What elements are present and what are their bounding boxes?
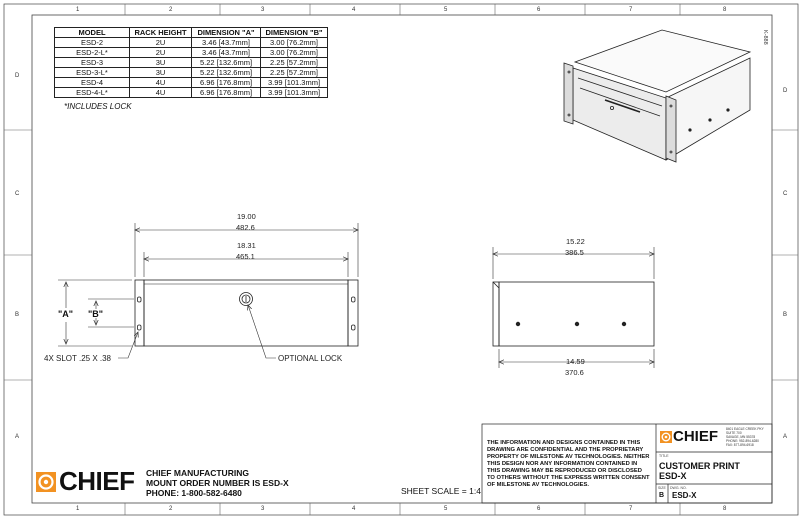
print-title: CUSTOMER PRINT [659, 461, 740, 471]
cell-model: ESD-3-L* [55, 68, 130, 78]
col-header-model: MODEL [55, 28, 130, 38]
side-dimensions [493, 247, 654, 368]
cell-dimension-a: 5.22 [132.6mm] [192, 68, 261, 78]
footer-line-2: MOUNT ORDER NUMBER IS ESD-X [146, 478, 289, 488]
table-row [55, 78, 328, 88]
cell-model: ESD-2-L* [55, 48, 130, 58]
cell-rack-height: 2U [130, 38, 192, 48]
zone-col-7-bottom: 7 [629, 506, 633, 512]
cell-dimension-b: 3.99 [101.3mm] [261, 88, 328, 98]
inner-depth-mm: 370.6 [565, 368, 584, 377]
table-row [55, 68, 328, 78]
cell-model: ESD-4-L* [55, 88, 130, 98]
confidential-notice [487, 440, 650, 489]
slot-top-left [138, 297, 142, 302]
cell-model: ESD-2 [55, 38, 130, 48]
cell-rack-height: 3U [130, 58, 192, 68]
confidential-line: DRAWING ARE CONFIDENTIAL AND THE PROPRIETARY [487, 447, 644, 453]
zone-row-b-right: B [783, 312, 788, 318]
print-subtitle: ESD-X [659, 471, 687, 481]
col-header-dimension-b: DIMENSION "B" [261, 28, 328, 38]
zone-col-8-top: 8 [723, 7, 727, 13]
cell-model: ESD-3 [55, 58, 130, 68]
cell-dimension-b: 3.00 [76.2mm] [261, 48, 328, 58]
cell-dimension-a: 3.46 [43.7mm] [192, 48, 261, 58]
side-body [499, 282, 654, 346]
table-row [55, 48, 328, 58]
size-label: SIZE [658, 486, 666, 490]
zone-col-5-bottom: 5 [444, 506, 448, 512]
slot-bottom-right [352, 325, 356, 330]
table-header-row [55, 28, 328, 38]
depth-mm: 386.5 [565, 248, 584, 257]
body-width-in: 18.31 [237, 241, 256, 250]
dwg-no-value: ESD-X [672, 491, 697, 500]
front-view [135, 280, 358, 346]
confidential-line: OF MILESTONE AV TECHNOLOGIES. [487, 482, 589, 488]
confidential-line: THIS DRAWING MAY BE REPRODUCED OR DISCLOSED [487, 468, 642, 474]
confidential-line: THE INFORMATION AND DESIGNS CONTAINED IN THIS [487, 440, 641, 446]
cell-dimension-b: 3.00 [76.2mm] [261, 38, 328, 48]
zone-row-c-right: C [783, 191, 788, 197]
iso-right-ear [666, 96, 676, 162]
cell-dimension-b: 3.99 [101.3mm] [261, 78, 328, 88]
zone-col-4-bottom: 4 [352, 506, 356, 512]
zone-row-b-left: B [15, 312, 20, 318]
cell-dimension-a: 3.46 [43.7mm] [192, 38, 261, 48]
cell-dimension-a: 5.22 [132.6mm] [192, 58, 261, 68]
slot-bottom-left [138, 325, 142, 330]
table-row [55, 38, 328, 48]
col-header-rack-height: RACK HEIGHT [130, 28, 192, 38]
address-line: PHONE: 952-894-6280 [726, 439, 759, 443]
zone-col-3-top: 3 [261, 7, 265, 13]
size-value: B [659, 492, 665, 499]
footer-line-1: CHIEF MANUFACTURING [146, 468, 249, 478]
zone-col-6-bottom: 6 [537, 506, 541, 512]
overall-width-in: 19.00 [237, 212, 256, 221]
front-body [144, 280, 348, 346]
address-line: SAVAGE, MN 55378 [726, 435, 756, 439]
front-dimensions [58, 223, 358, 358]
slot-note: 4X SLOT .25 X .38 [44, 354, 112, 363]
slot-top-right [352, 297, 356, 302]
confidential-line: THIS DESIGN NOR ANY INFORMATION CONTAINED IN [487, 461, 638, 467]
table-row [55, 88, 328, 98]
address-line: SUITE 700 [726, 431, 742, 435]
table-row [55, 58, 328, 68]
address-line: 8401 EAGLE CREEK PKY [726, 427, 764, 431]
zone-col-1-bottom: 1 [76, 506, 80, 512]
body-width-mm: 465.1 [236, 252, 255, 261]
zone-col-1-top: 1 [76, 7, 80, 13]
company-address [726, 427, 764, 447]
cell-dimension-a: 6.96 [176.8mm] [192, 78, 261, 88]
zone-col-4-top: 4 [352, 7, 356, 13]
zone-col-5-top: 5 [444, 7, 448, 13]
zone-col-2-bottom: 2 [169, 506, 173, 512]
zone-col-8-bottom: 8 [723, 506, 727, 512]
dimension-a-callout: "A" [58, 309, 74, 319]
cell-dimension-a: 6.96 [176.8mm] [192, 88, 261, 98]
zone-row-d-right: D [783, 88, 788, 94]
table-footnote: *INCLUDES LOCK [64, 102, 132, 111]
cell-dimension-b: 2.25 [57.2mm] [261, 68, 328, 78]
footer-line-3: PHONE: 1-800-582-6480 [146, 488, 242, 498]
dwg-no-label: DWG. NO. [670, 486, 687, 490]
col-header-dimension-a: DIMENSION "A" [192, 28, 261, 38]
iso-left-ear [564, 63, 573, 124]
chief-logo-small-icon [660, 431, 672, 443]
isometric-view [564, 30, 750, 162]
address-line: FAX: 877-894-6918 [726, 443, 754, 447]
zone-row-d-left: D [15, 73, 20, 79]
model-spec-table [54, 27, 328, 98]
sheet-scale: SHEET SCALE = 1:4 [401, 486, 481, 496]
dimension-b-callout: "B" [88, 309, 104, 319]
zone-col-2-top: 2 [169, 7, 173, 13]
confidential-line: PROPERTY OF MILESTONE AV TECHNOLOGIES. NEITHER [487, 454, 650, 460]
front-right-ear [348, 280, 358, 346]
side-ear [493, 282, 499, 346]
depth-in: 15.22 [566, 237, 585, 246]
title-label: TITLE [659, 454, 669, 458]
zone-col-7-top: 7 [629, 7, 633, 13]
cell-rack-height: 4U [130, 78, 192, 88]
title-block-wordmark: CHIEF [673, 428, 718, 445]
overall-width-mm: 482.6 [236, 223, 255, 232]
side-view [493, 282, 654, 346]
chief-logo-icon [36, 472, 56, 492]
inner-depth-in: 14.59 [566, 357, 585, 366]
zone-col-6-top: 6 [537, 7, 541, 13]
cell-rack-height: 4U [130, 88, 192, 98]
zone-row-a-left: A [15, 434, 20, 440]
cell-dimension-b: 2.25 [57.2mm] [261, 58, 328, 68]
zone-col-3-bottom: 3 [261, 506, 265, 512]
corner-tag: K-888 [762, 30, 768, 45]
cell-model: ESD-4 [55, 78, 130, 88]
optional-lock-note: OPTIONAL LOCK [278, 354, 343, 363]
cell-rack-height: 2U [130, 48, 192, 58]
cell-rack-height: 3U [130, 68, 192, 78]
zone-row-c-left: C [15, 191, 20, 197]
zone-row-a-right: A [783, 434, 788, 440]
confidential-line: TO OTHERS WITHOUT THE EXPRESS WRITTEN CONSENT [487, 475, 650, 481]
chief-wordmark: CHIEF [59, 466, 135, 496]
